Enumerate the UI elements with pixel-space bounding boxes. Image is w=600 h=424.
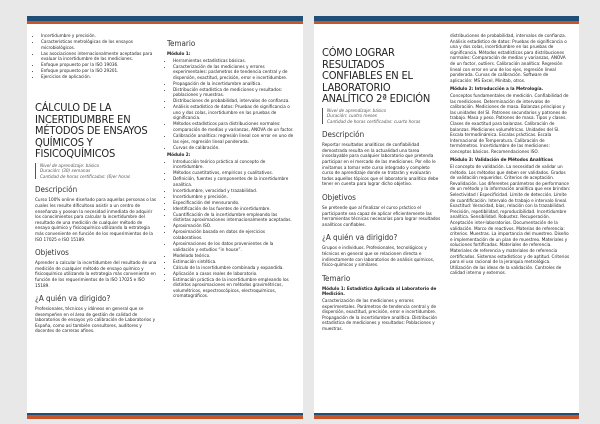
list-item: • Distribuciones de probabilidad, intervalos de confianza. — [173, 98, 295, 104]
list-item: • Aplicación a casos reales de laboratorio. — [173, 271, 295, 277]
objectives-text: Se pretende que al finalizar el curso práctico el participante sea capaz de aplicar eficientemente las herramientas técnicas necesarias para lograr resultados analíticos confiables. — [322, 205, 441, 227]
list-item: • Enfoque propuesto por la ISO 29201. — [41, 68, 157, 74]
right-column-2 — [450, 33, 572, 279]
list-item: • Aproximación basada en datos de ejercicios colaborativos. — [173, 229, 295, 240]
module-2-title: Módulo 2: — [167, 152, 191, 158]
list-item: • Distribución estadística de mediciones y resultados: poblaciones y muestras. — [173, 87, 295, 98]
description-heading: Descripción — [35, 185, 78, 195]
module-2-list — [167, 159, 295, 299]
list-item: • Estimación práctica de la incertidumbre empleando los distintos aproximaciones en métodos gravimétricos, volumétricos, espectroscópicos, electroquímicos, cromatográficos. — [173, 277, 295, 299]
list-item: • Curvas de calibración. — [173, 145, 295, 151]
description-text: Reportar resultados analíticos de confiabilidad demostrada resulta en la actualidad una tarea insoslayable para cualquier laboratorio que pretenda participar en el mercado de las mediciones. Por ello le invitamos a tomar este curso integrado y completo curso de aprendizaje donde se tratarán y evaluarán todos aquellos tópicos que el laboratorio analítico debe tener en cuenta para lograr dicho objetivo. — [322, 142, 439, 187]
module-2-text: Conceptos fundamentales de medición. Confiabilidad de las mediciones. Determinación de intervalos de calibración. Mediciones de masa. Balanzas principios y las unidades del SI. Patrones secundarios y patrones de trabajo. Masa y peso. Patrones de masa. Tipos y clases. Clases de exactitud para balanzas. Calibración de balanzas. Mediciones volumétricas. Unidades del SI. Escala termodinámica. Escalas prácticas. Escala Internacional de Temperatura. Calibración de termómetros. Incertidumbre de las mediciones: conceptos básicos. Recomendaciones ISO. — [450, 92, 569, 154]
info-level: Nivel de aprendizaje: básico — [40, 162, 100, 168]
accent-strip — [27, 21, 303, 24]
left-column-1 — [35, 33, 157, 337]
module-3-title: Módulo 3: Validación de Métodos Analíticos — [450, 157, 553, 163]
list-item: • Caracterización de las mediciones y errores experimentales: parámetros de tendencia central y de dispersión, exactitud, precisión, error e incertidumbre. — [173, 64, 295, 81]
list-item: • Aproximación ISO. — [173, 223, 295, 229]
temario-heading: Temario — [167, 39, 196, 48]
list-item: • Propagación de la incertidumbre analítica. — [173, 81, 295, 87]
bottom-accent-bar — [27, 415, 303, 419]
list-item: • Identificación de las fuentes de incertidumbre. — [173, 206, 295, 212]
list-item: • Calibración analítica: regresión lineal con error en uno de las ejes, regresión lineal ponderada. — [173, 133, 295, 144]
bottom-accent-bar — [314, 415, 579, 419]
objectives-heading: Objetivos — [322, 193, 356, 203]
audience-heading: ¿A quién va dirigido? — [35, 294, 111, 304]
course-title: CÁLCULO DE LA INCERTIDUMBRE EN MÉTODOS DE ENSAYOS QUÍMICOS Y FISICOQUÍMICOS — [35, 101, 148, 161]
info-hours: Cantidad de horas certificadas: (6)er horas — [40, 173, 131, 179]
list-item: • Aproximaciones de los datos provenientes de la validación y estudios “in house”. — [173, 241, 295, 252]
list-item: • Las asociaciones internacionalmente aceptadas para evaluar la incertidumbre de las mediciones. — [41, 51, 157, 62]
list-item: • Estimación sintética. — [173, 259, 295, 265]
info-duration: Duración: cuatro meses — [327, 113, 377, 119]
objectives-heading: Objetivos — [35, 248, 69, 258]
list-item: • Especificación del mensurando. — [173, 200, 295, 206]
list-item: • Características metrológicas de los ensayos microbiológicos. — [41, 39, 157, 50]
right-brochure-page — [314, 16, 579, 419]
list-item: • Incertidumbre y precisión. — [173, 194, 295, 200]
module-1-list — [167, 58, 295, 151]
description-text: Curso 100% online diseñado para aquellas personas o las cuales les resulte dificultoso asistir a un centro de enseñanza y posean la necesidad inmediata de adquirir los conocimientos para calcular la incertidumbre del resultado de una medición de cualquier método de ensayo químico y fisicoquímico utilizando la estrategia más conveniente en función de los requerimientos de la ISO 17025 e ISO 15189. — [35, 197, 157, 242]
objectives-text: Aprender a calcular la incertidumbre del resultado de una medición de cualquier método de ensayo químico y fisicoquímico utilizando la estrategia más conveniente en función de los requerimientos de la ISO 17025 e ISO 15189. — [35, 260, 157, 288]
list-item: • Métodos estadísticos para distribuciones normales: comparación de medias y varianzas, ANOVA de un factor. — [173, 121, 295, 132]
audience-heading: ¿A quién va dirigido? — [322, 233, 398, 243]
list-item: • Ejercicios de aplicación. — [41, 74, 157, 80]
top-bullet-list — [35, 33, 157, 80]
info-duration: Duración: (30) semanas — [40, 168, 91, 174]
list-item: • Definición, fuentes y componentes de la incertidumbre analítica. — [173, 176, 295, 187]
module-3-text: El concepto de validación. La necesidad de validar un método. Los métodos que deben ser validados. Grados de validación requeridos. Criterios de aceptación. Revalidación. Los diferentes parámetros de performance de un método y la información analítica que ese brindan: Selectividad / Especificidad. Límite de detección. Límite de cuantificación. Intervalo de trabajo e intervalo lineal. Exactitud: Veracidad, bias, relación con la trazabilidad. Precisión, repetibilidad, reproducibilidad. Incertidumbre analítica. Sensibilidad. Robustez. Recuperación. Aceptación inter-laboratorios. Documentación de la validación. Marco de reactivos. Materias de referencia: criterios. Muestras. La importancia del muestreo. Diseño e implementación de un plan de muestreo. Materiales y soluciones fortificadas. Materiales de referencia. Materiales de referencia y materiales de referencia certificados. Sistemas estadísticos y de aptitud. Criterios para el uso racional de la jerarquía metrológica. Utilización de las ideas de la validación. Controles de calidad interno y externos. — [450, 164, 571, 276]
list-item: • Cuantificación de la incertidumbre empleando las distintas aproximaciones internacionalmente aceptadas. — [173, 212, 295, 223]
module-1-title: Módulo 1: Estadística Aplicada al Laboratorio de Medición. — [322, 285, 437, 297]
audience-text: Profesionales, técnicos y idóneos en general que se desempeñen en el área de gestión de calidad de laboratorios de ensayos y/o calibración de Laboratorios y España, como así también consultores, auditores y docentes de carreras afines. — [35, 306, 156, 334]
list-item: • Enfoque propuesto por la ISO 19036. — [41, 62, 157, 68]
list-item: • Introducción teórico práctica al concepto de incertidumbre. — [173, 159, 295, 170]
info-level: Nivel de aprendizaje: básico — [327, 107, 387, 113]
module-1-continued-text: distribuciones de probabilidad, intervalos de confianza. Análisis estadístico de datos: Pruebas de significancia o una y dos colas, incertidumbre en las pruebas de significancia. Métodos estadísticos para distribuciones normales: Comparación de medias y varianzas, ANOVA de un factor, outliers. Calibración analítica: Regresión lineal con error en uno de los ejes, regresión lineal ponderada. Curvas de calibración. Software de aplicación: MS Excel, Minitab, otros. — [450, 33, 567, 83]
temario-heading: Temario — [322, 273, 351, 283]
module-1-text: Caracterización de las mediciones y errores experimentales. Parámetros de tendencia central y de dispersión, exactitud, precisión, error e incertidumbre. Propagación de la incertidumbre analítica. Distribución estadística de mediciones y resultados: Poblaciones y muestras. — [322, 297, 438, 331]
module-1-title: Módulo 1: — [167, 51, 191, 56]
info-hours: Cantidad de horas certificadas: cuarto horas — [327, 118, 421, 124]
course-info — [35, 163, 157, 180]
course-title: CÓMO LOGRAR RESULTADOS CONFIABLES EN EL LABORATORIO ANALÍTICO 2ª EDICIÓN — [322, 46, 431, 105]
left-column-2 — [167, 39, 295, 299]
accent-strip — [314, 21, 579, 24]
list-item: • Incertidumbre y precisión. — [41, 33, 157, 39]
description-heading: Descripción — [322, 130, 365, 140]
audience-text: Grupos e individuos. Profesionales, tecnológicos y técnicos en general que se relacionen directa e indirectamente con laboratorios de análisis químicos, físico-químicos y similares. — [322, 245, 435, 268]
left-brochure-page — [27, 16, 303, 419]
list-item: • Cálculo de la incertidumbre combinada y expandida. — [173, 265, 295, 271]
right-column-1 — [322, 33, 442, 335]
list-item: • Herramientas estadísticas básicas. — [173, 58, 295, 64]
list-item: • Métodos cuantitativos, empíricos y cualitativos. — [173, 170, 295, 176]
list-item: • Modelado teórico. — [173, 253, 295, 259]
course-info — [322, 108, 442, 125]
list-item: • Incertidumbre, veracidad y trazabilidad. — [173, 188, 295, 194]
list-item: • Análisis estadístico de datos: Pruebas de significancia o uno y dos colas, incertidumbre en las pruebas de significancia. — [173, 104, 295, 121]
module-2-title: Módulo 2: Introducción a la Metrología. — [450, 86, 544, 92]
